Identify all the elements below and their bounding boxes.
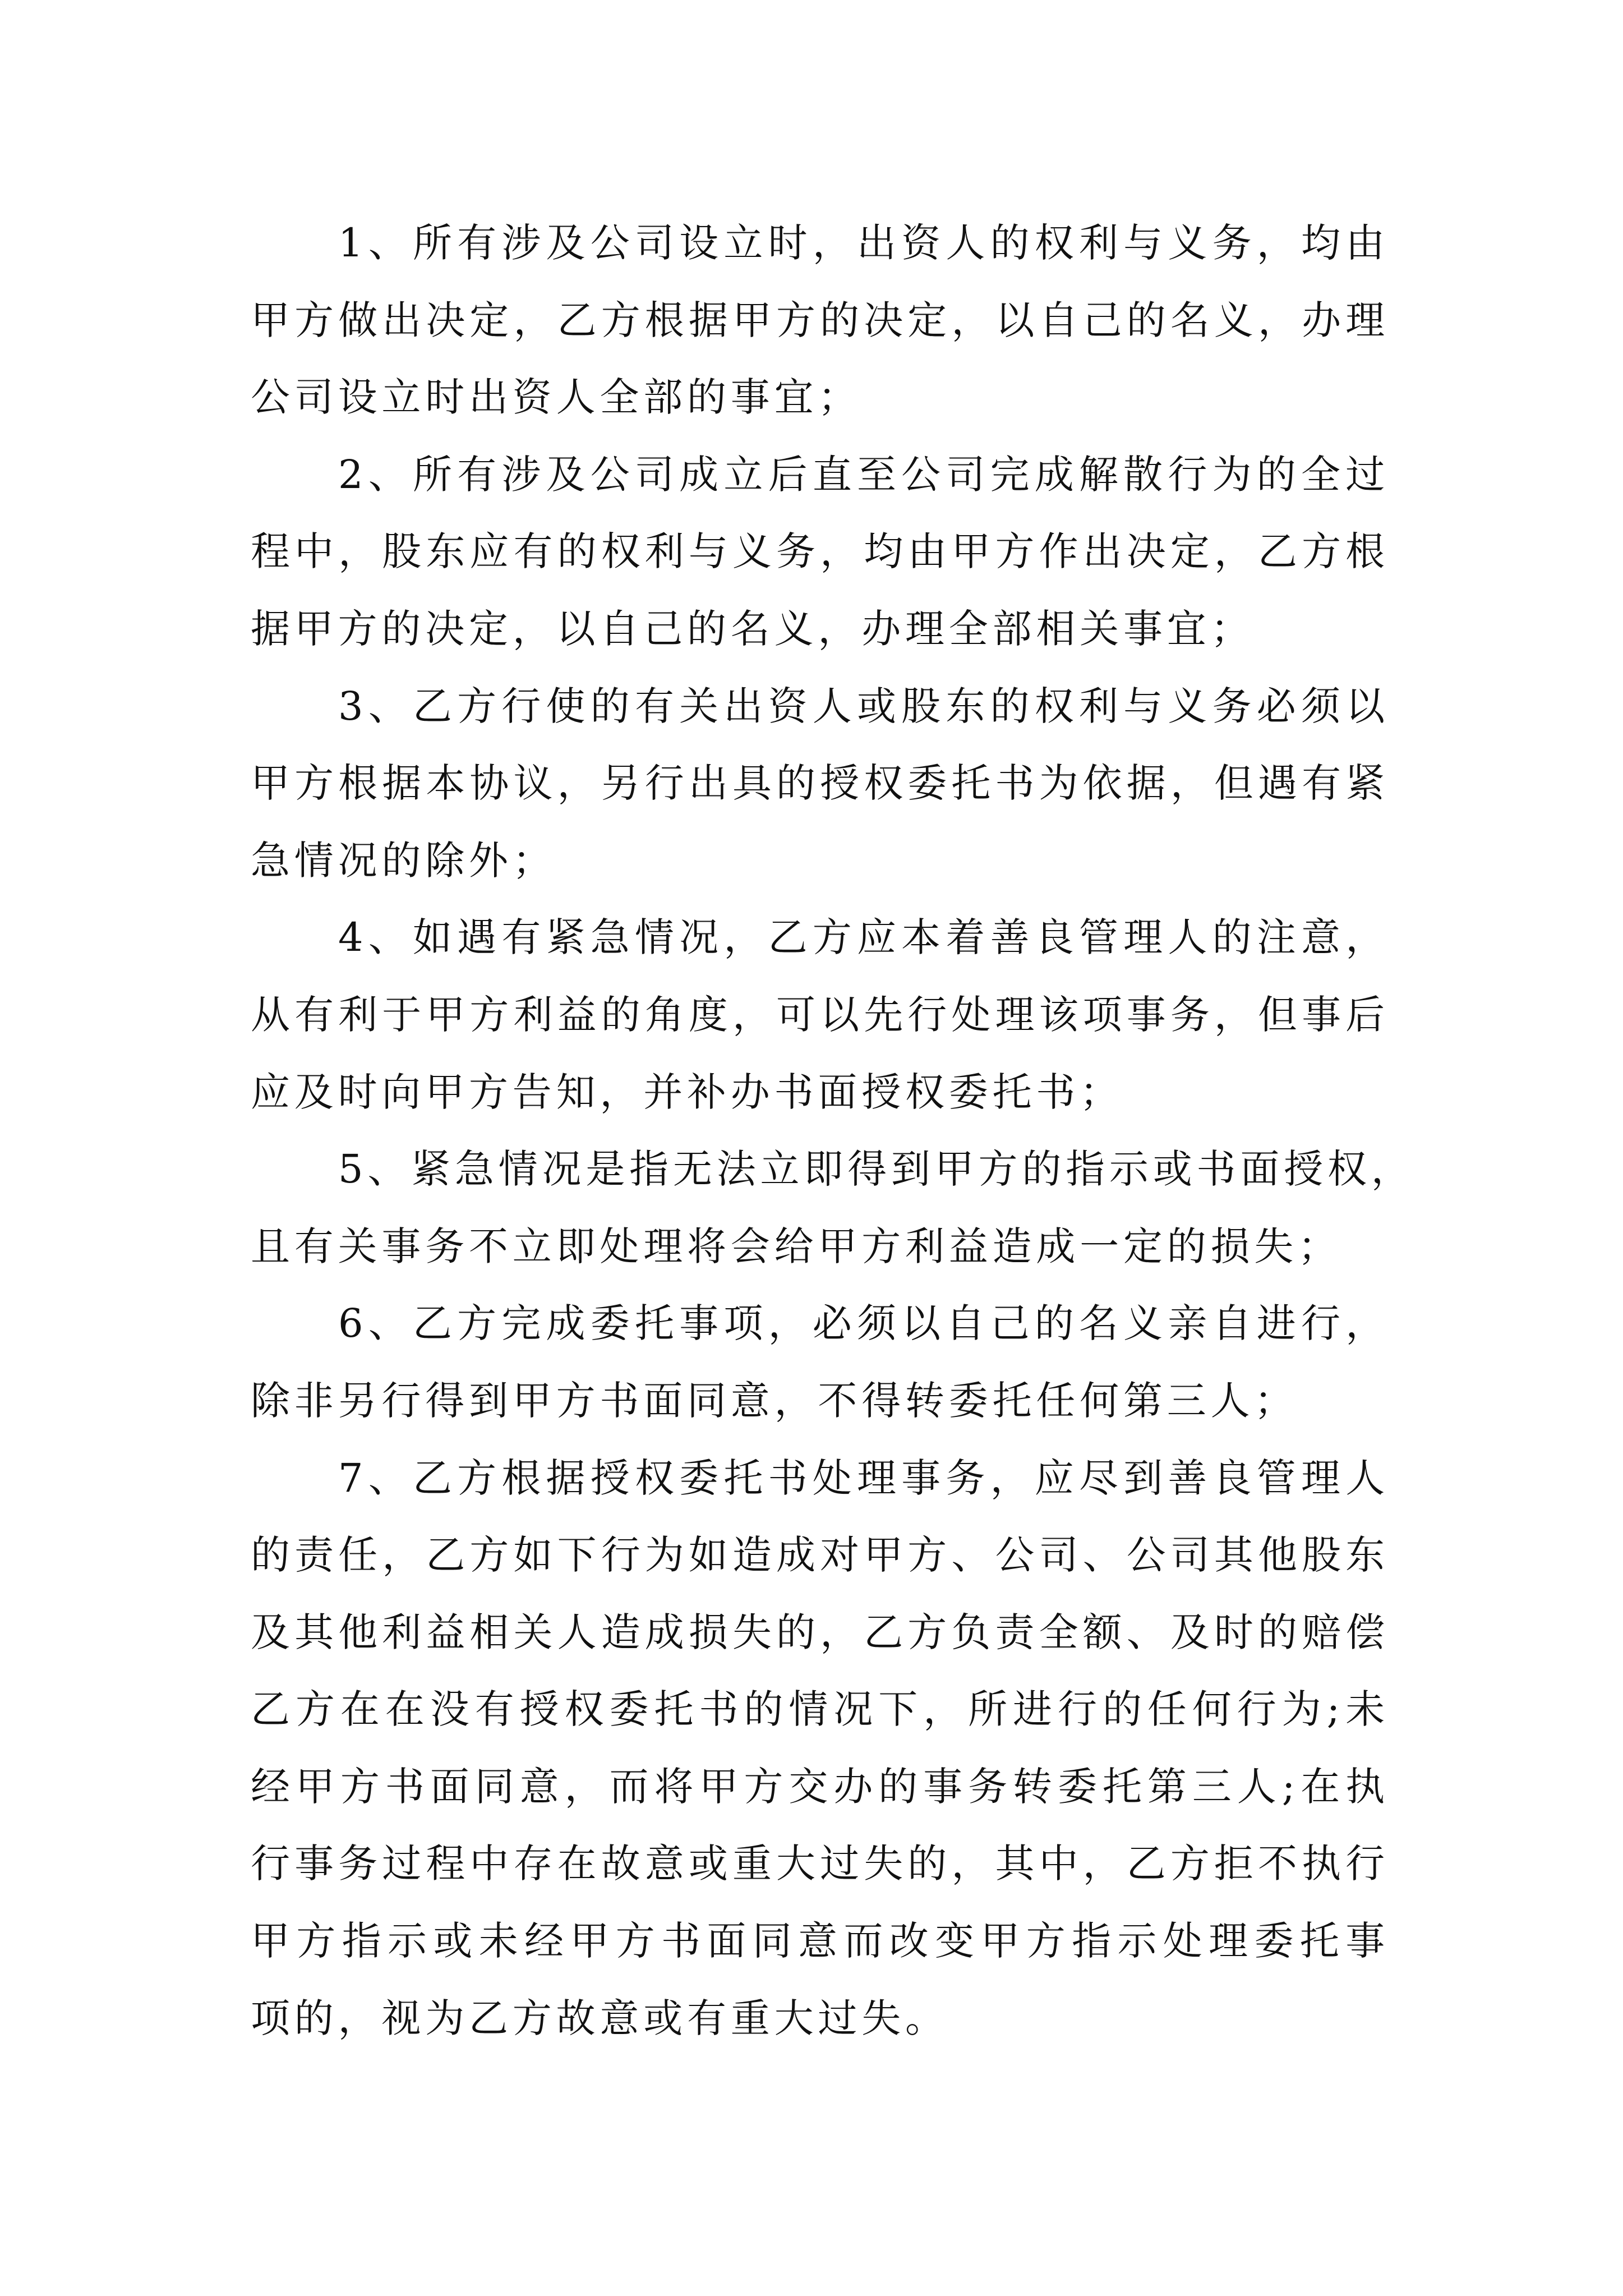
paragraph-6 [251,1285,1389,1439]
text-line: 4、如遇有紧急情况，乙方应本着善良管理人的注意， [338,914,1389,961]
text-line: 应及时向甲方告知，并补办书面授权委托书； [251,1069,1123,1115]
text-line: 甲方根据本协议，另行出具的授权委托书为依据，但遇有紧 [251,760,1389,807]
text-line: 项的，视为乙方故意或有重大过失。 [251,1995,949,2041]
text-line: 甲方指示或未经甲方书面同意而改变甲方指示处理委托事 [251,1918,1389,1964]
text-line: 急情况的除外； [251,837,556,884]
paragraph-2 [251,436,1389,668]
text-line: 3、乙方行使的有关出资人或股东的权利与义务必须以 [338,683,1389,729]
text-line: 从有利于甲方利益的角度，可以先行处理该项事务，但事后 [251,991,1389,1038]
document-page [251,205,1415,2057]
text-line: 1、所有涉及公司设立时，出资人的权利与义务，均由 [338,220,1389,266]
text-line: 甲方做出决定，乙方根据甲方的决定，以自己的名义，办理 [251,297,1389,343]
text-line: 除非另行得到甲方书面同意，不得转委托任何第三人； [251,1377,1298,1424]
text-line: 2、所有涉及公司成立后直至公司完成解散行为的全过 [338,451,1389,498]
text-line: 7、乙方根据授权委托书处理事务，应尽到善良管理人 [338,1455,1389,1501]
text-line: 公司设立时出资人全部的事宜； [251,374,862,421]
paragraph-5 [251,1131,1415,1285]
paragraph-1 [251,205,1389,436]
text-line: 乙方在在没有授权委托书的情况下，所进行的任何行为;未 [251,1686,1389,1733]
text-line: 经甲方书面同意，而将甲方交办的事务转委托第三人;在执 [251,1763,1389,1810]
text-line: 5、紧急情况是指无法立即得到甲方的指示或书面授权， [338,1146,1415,1193]
text-line: 的责任，乙方如下行为如造成对甲方、公司、公司其他股东 [251,1532,1389,1579]
paragraph-4 [251,899,1389,1131]
text-line: 行事务过程中存在故意或重大过失的，其中，乙方拒不执行 [251,1841,1389,1887]
text-line: 程中，股东应有的权利与义务，均由甲方作出决定，乙方根 [251,528,1389,575]
text-line: 且有关事务不立即处理将会给甲方利益造成一定的损失； [251,1223,1341,1269]
text-line: 据甲方的决定，以自己的名义，办理全部相关事宜； [251,605,1255,652]
paragraph-3 [251,668,1389,900]
text-line: 及其他利益相关人造成损失的，乙方负责全额、及时的赔偿 [251,1609,1389,1655]
paragraph-7 [251,1440,1389,2058]
text-line: 6、乙方完成委托事项，必须以自己的名义亲自进行， [338,1300,1389,1347]
